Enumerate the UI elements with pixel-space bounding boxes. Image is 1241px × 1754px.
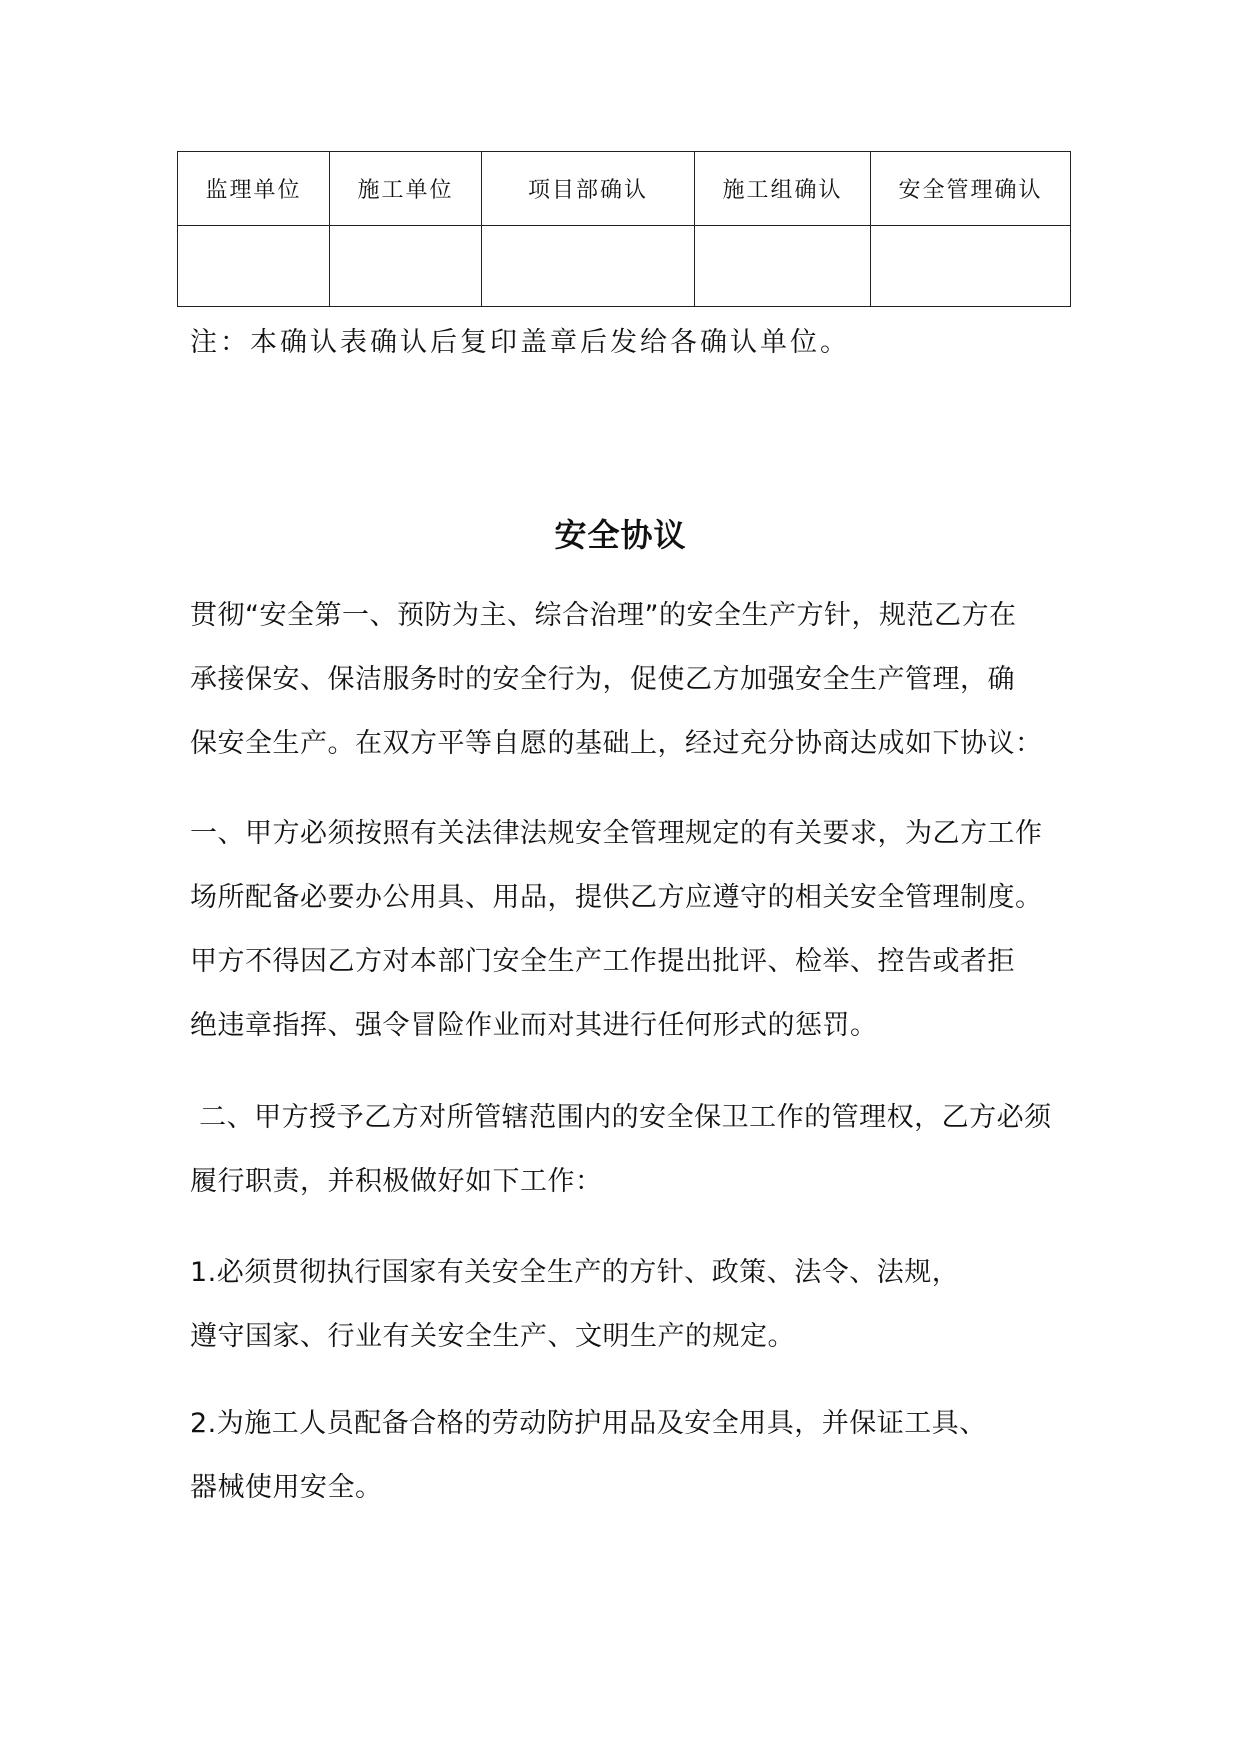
clause-1-paragraph — [190, 802, 1043, 1058]
text-line: 二、甲方授予乙方对所管辖范围内的安全保卫工作的管理权，乙方必须 — [190, 1102, 1052, 1133]
text-line: 2.为施工人员配备合格的劳动防护用品及安全用具，并保证工具、 — [190, 1408, 987, 1439]
signature-cell — [178, 226, 330, 307]
agreement-title: 安全协议 — [554, 516, 687, 554]
text-line: 履行职责，并积极做好如下工作： — [190, 1166, 603, 1197]
signature-cell — [330, 226, 482, 307]
confirmation-table — [177, 151, 1071, 307]
header-cell-supervisor: 监理单位 — [178, 152, 330, 226]
table-signature-row — [178, 226, 1071, 307]
header-cell-construction-team: 施工组确认 — [695, 152, 871, 226]
header-cell-safety-mgmt: 安全管理确认 — [871, 152, 1071, 226]
signature-cell — [871, 226, 1071, 307]
table-note: 注：本确认表确认后复印盖章后发给各确认单位。 — [190, 327, 850, 358]
text-line: 一、甲方必须按照有关法律法规安全管理规定的有关要求，为乙方工作 — [190, 818, 1043, 849]
header-cell-project-dept: 项目部确认 — [482, 152, 695, 226]
text-line: 器械使用安全。 — [190, 1472, 383, 1503]
clause-2-paragraph — [190, 1086, 1052, 1214]
table-header-row — [178, 152, 1071, 226]
signature-cell — [482, 226, 695, 307]
item-2-paragraph — [190, 1392, 987, 1520]
header-cell-contractor: 施工单位 — [330, 152, 482, 226]
text-line: 绝违章指挥、强令冒险作业而对其进行任何形式的惩罚。 — [190, 1010, 878, 1041]
text-line: 甲方不得因乙方对本部门安全生产工作提出批评、检举、控告或者拒 — [190, 946, 1015, 977]
text-line: 遵守国家、行业有关安全生产、文明生产的规定。 — [190, 1321, 795, 1352]
intro-paragraph — [190, 584, 1043, 776]
text-line: 承接保安、保洁服务时的安全行为，促使乙方加强安全生产管理，确 — [190, 664, 1015, 695]
text-line: 贯彻“安全第一、预防为主、综合治理”的安全生产方针，规范乙方在 — [190, 600, 1017, 631]
text-line: 场所配备必要办公用具、用品，提供乙方应遵守的相关安全管理制度。 — [190, 882, 1043, 913]
signature-cell — [695, 226, 871, 307]
text-line: 1.必须贯彻执行国家有关安全生产的方针、政策、法令、法规， — [190, 1257, 960, 1288]
item-1-paragraph — [190, 1241, 959, 1369]
text-line: 保安全生产。在双方平等自愿的基础上，经过充分协商达成如下协议： — [190, 728, 1043, 759]
